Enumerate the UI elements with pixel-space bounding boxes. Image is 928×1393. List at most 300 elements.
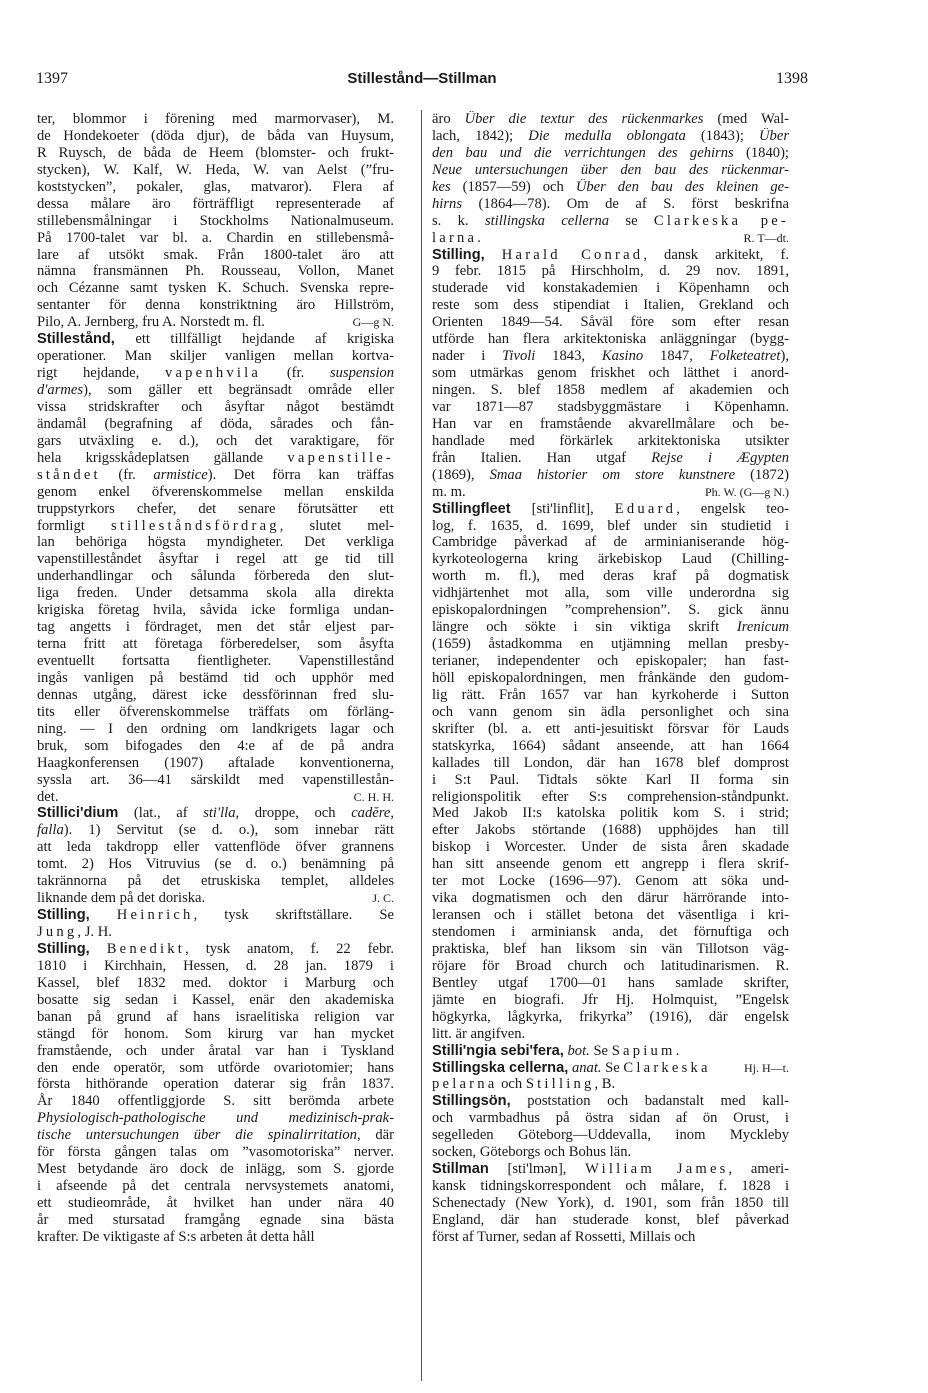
text-run: bosatte sig sedan i Kassel, enär den akademiska — [37, 991, 394, 1008]
text-line — [432, 738, 789, 755]
text-line — [37, 805, 394, 822]
italic-text: armistice — [153, 466, 208, 483]
text-run: eventuellt fortsatta fientligheter. Vapenstillestånd — [37, 653, 394, 669]
text-run: , slutet mel- — [279, 517, 394, 534]
text-line — [37, 907, 394, 924]
text-line — [37, 128, 394, 145]
text-run: se — [609, 212, 654, 229]
text-run: dennas utgång, därest icke dessförinnan fred slu- — [37, 686, 394, 703]
spaced-text: ståndet — [37, 466, 101, 483]
text-line — [37, 314, 394, 331]
text-line — [432, 145, 789, 162]
text-run: (1864—78). Om de af S. först beskrifna — [462, 195, 789, 212]
text-line — [37, 1110, 394, 1127]
text-line — [37, 924, 394, 941]
text-run: , ameri- — [728, 1161, 789, 1178]
text-line — [432, 1093, 789, 1110]
text-run — [485, 247, 502, 263]
italic-text: kes — [432, 178, 451, 195]
text-line — [37, 331, 394, 348]
page-number-left: 1397 — [36, 70, 68, 87]
spaced-text: Benedikt — [106, 940, 186, 957]
text-run: , engelsk teo- — [676, 500, 789, 517]
author-signature: G—g N. — [352, 315, 394, 330]
text-line — [432, 314, 789, 331]
entry-headword: Stilli'ngia sebi'fera, — [432, 1042, 564, 1059]
text-run: högkyrka, lågkyrka, frikyrka” (1916), där engelsk — [432, 1008, 789, 1025]
text-line — [432, 890, 789, 907]
text-run: och vann genom sin ädla personlighet och sina — [432, 703, 789, 720]
italic-text: tische untersuchungen über die spinalirritation — [37, 1127, 357, 1144]
text-run: poststation och badanstalt med kall- — [510, 1093, 789, 1110]
text-run: (1659) åstadkomma en utjämning mellan presby- — [432, 636, 789, 653]
running-title: Stillestånd—Stillman — [347, 70, 497, 87]
text-line — [37, 196, 394, 213]
text-run: som utmärkas genom friskhet och lätthet i anord- — [432, 365, 789, 382]
text-run: . — [477, 229, 481, 246]
text-run: stillebensmålningar i Stockholms Nationalmuseum. — [37, 212, 394, 229]
text-line — [37, 247, 394, 264]
text-line — [37, 653, 394, 670]
author-signature: C. H. H. — [353, 789, 394, 804]
text-run: kallades till London, där han 1678 blef domprost — [432, 754, 789, 771]
text-line — [37, 1043, 394, 1060]
text-run: 1810 i Kirchhain, Hessen, d. 28 jan. 1879 i — [37, 957, 394, 974]
text-line — [432, 213, 789, 230]
text-run: (1857—59) och — [450, 178, 576, 195]
text-line — [37, 213, 394, 230]
italic-text: Kasino — [601, 348, 644, 365]
text-line — [432, 907, 789, 924]
text-line — [432, 839, 789, 856]
entry-headword: Stilling, — [37, 907, 90, 924]
text-line — [432, 128, 789, 145]
text-run: jämte en biografi. Jfr Hj. Holmquist, ”Engelsk — [432, 991, 789, 1008]
text-line — [37, 1009, 394, 1026]
text-line — [37, 738, 394, 755]
text-run: tits eller öfverenskommelse träffats om förläng- — [37, 703, 394, 720]
entry-headword: Stillingsön, — [432, 1093, 511, 1110]
text-run: och — [497, 1076, 526, 1093]
text-line — [432, 975, 789, 992]
text-line — [432, 619, 789, 636]
text-run: äro — [432, 111, 465, 127]
text-run: lach, 1842); — [432, 127, 529, 144]
text-line — [432, 670, 789, 687]
text-line — [432, 399, 789, 416]
text-run: . — [675, 1042, 680, 1059]
spaced-text: stilleståndsfördrag — [110, 517, 280, 534]
text-run — [90, 907, 117, 923]
text-line — [432, 1178, 789, 1195]
text-line — [432, 585, 789, 602]
text-run: lare af utsökt smak. Från 1800-talet äro att — [37, 246, 394, 263]
text-run: 1843, — [535, 348, 602, 365]
italic-text: falla — [37, 822, 64, 839]
italic-text: Über den bau des kleinen ge- — [575, 178, 789, 195]
text-line — [37, 1076, 394, 1093]
text-line — [37, 111, 394, 128]
text-line — [37, 534, 394, 551]
text-line — [432, 924, 789, 941]
text-run: nämna fransmännen Ph. Rousseau, Vollon, Manet — [37, 263, 394, 280]
text-line — [432, 856, 789, 873]
text-run: att leda takdropp eller vattenflöde öfver grannens — [37, 839, 394, 856]
left-column — [37, 111, 394, 1246]
text-line — [432, 941, 789, 958]
text-run: leransen och i stället betona det väsentliga i kri- — [432, 907, 789, 924]
text-line — [432, 568, 789, 585]
italic-text: anat. — [571, 1059, 602, 1076]
text-run: , dansk arkitekt, f. — [643, 246, 789, 263]
text-line — [432, 1110, 789, 1127]
text-run: 1847, — [643, 348, 710, 365]
text-line — [432, 805, 789, 822]
text-run: biskop i Worcester. Under de sista åren skadade — [432, 839, 789, 856]
text-run: statskyrka, 1664) sådant anseende, att han 1664 — [432, 737, 789, 754]
text-run: truppstyrkors chefer, det senare förutsätter ett — [37, 500, 394, 517]
text-line — [432, 873, 789, 890]
column-divider — [421, 110, 422, 1381]
text-run — [90, 941, 107, 957]
text-run: nader i — [432, 348, 503, 365]
text-line — [432, 1043, 789, 1060]
text-run: , droppe, och — [235, 805, 352, 822]
text-run: ningen. S. blef 1858 medlem af akademien och — [432, 382, 789, 398]
text-run: , där — [356, 1127, 394, 1144]
text-run: Mest betydande äro dock de inlägg, som S. gjorde — [37, 1161, 394, 1178]
entry-headword: Stillici'dium — [37, 805, 119, 822]
text-line — [432, 280, 789, 297]
spaced-text: Clarkeska — [623, 1059, 711, 1076]
text-line — [37, 433, 394, 450]
author-signature: J. C. — [372, 891, 394, 906]
text-run: vapenstilleståndet åsyftar i regel att ge tid till — [37, 551, 394, 568]
text-line — [432, 534, 789, 551]
text-line — [37, 365, 394, 382]
text-run: först af Turner, sedan af Rossetti, Millais och — [432, 1228, 696, 1245]
text-run: , tysk anatom, f. 22 febr. — [185, 940, 394, 957]
text-line — [432, 433, 789, 450]
text-run: tomt. 2) Hos Vitruvius (se d. o.) benämning på — [37, 856, 394, 873]
entry-headword: Stilling, — [432, 246, 485, 263]
text-line — [432, 704, 789, 721]
text-run: dessa målare äro förträffligt representerade af — [37, 195, 394, 212]
text-line — [432, 1195, 789, 1212]
text-run: första hithörande operation daterar sig från 1837. — [37, 1076, 394, 1093]
text-run: (med Wal- — [703, 111, 789, 127]
text-run: vika dogmatismen och den därur härrörande into- — [432, 890, 789, 907]
text-run: religionspolitik efter S:s comprehension-ståndpunkt. — [432, 788, 789, 805]
text-line — [432, 1161, 789, 1178]
text-line — [432, 297, 789, 314]
text-run: ). Det förra kan träffas — [207, 466, 394, 483]
text-line — [432, 467, 789, 484]
entry-headword: Stillingska cellerna, — [432, 1059, 569, 1076]
text-run: log, f. 1635, d. 1699, blef under sin studietid i — [432, 517, 789, 534]
text-line — [432, 1076, 789, 1093]
text-run: för första gången talas om ”vasomotoriska” nerver. — [37, 1144, 394, 1161]
text-run: Kassel, blef 1832 med. doktor i Marburg och — [37, 974, 394, 991]
text-line — [432, 247, 789, 264]
text-line — [37, 1144, 394, 1161]
text-run: m. m. — [432, 483, 466, 500]
text-run: underhandlingar och sålunda förbereda den slut- — [37, 568, 394, 585]
text-run: Schenectady (New York), d. 1901, som från 1850 till — [432, 1195, 789, 1211]
text-run: vidhjärtenhet mot alla, som ville underordna sig — [432, 585, 789, 602]
text-run: stendomen i arminiansk anda, det förnuftiga och — [432, 924, 789, 940]
text-line — [432, 348, 789, 365]
text-run: koststycken”, pokaler, glas, matvaror). Flera af — [37, 178, 394, 195]
text-line — [432, 1229, 789, 1246]
italic-text: den bau und die verrichtungen des gehirns — [432, 144, 734, 161]
spaced-text: Sapium — [611, 1042, 676, 1059]
text-run: [sti'lmən], — [488, 1161, 586, 1178]
text-line — [432, 518, 789, 535]
text-run: ). 1) Servitut (se d. o.), som innebar rätt — [63, 822, 394, 839]
spaced-text: Harald Conrad — [501, 246, 644, 263]
text-run: (lat., af — [118, 805, 204, 822]
spaced-text: Eduard — [614, 500, 677, 517]
text-line — [37, 704, 394, 721]
text-run: höll episkopalordningen, men frånkände den gudom- — [432, 669, 789, 686]
italic-text: Über — [759, 127, 789, 144]
spaced-text: vapenstille- — [287, 449, 394, 466]
text-line — [432, 755, 789, 772]
text-run: utförde han flera arkitektoniska anläggningar (bygg- — [432, 331, 789, 348]
entry-headword: Stillestånd, — [37, 331, 115, 348]
text-line — [37, 518, 394, 535]
text-line — [37, 585, 394, 602]
italic-text: suspension — [329, 365, 394, 382]
text-run: takrännorna på det etruskiska templet, alldeles — [37, 873, 394, 890]
text-line — [37, 230, 394, 247]
text-line — [37, 484, 394, 501]
text-run: socken, Göteborgs och Bohus län. — [432, 1144, 632, 1161]
entry-headword: Stilling, — [37, 940, 90, 957]
text-run: praktiska, blef han liksom sin vän Tillotson väg- — [432, 940, 789, 957]
text-line — [37, 772, 394, 789]
text-line — [37, 162, 394, 179]
text-line — [37, 636, 394, 653]
text-run: krafter. De viktigaste af S:s arbeten åt detta håll — [37, 1228, 315, 1245]
page-number-right: 1398 — [776, 70, 808, 87]
text-line — [432, 196, 789, 213]
italic-text: Smaa historier om store kunstnere — [489, 466, 736, 483]
text-line — [37, 958, 394, 975]
text-line — [37, 1178, 394, 1195]
spaced-text: Heinrich — [116, 907, 194, 924]
text-line — [37, 297, 394, 314]
text-line — [37, 1026, 394, 1043]
text-run: ), som gäller ett begränsadt område eller — [83, 382, 394, 398]
italic-text: Tivoli — [502, 348, 536, 365]
page-header — [36, 70, 808, 94]
text-run: , J. H. — [77, 924, 112, 940]
text-run: från Italien. Han utgaf — [432, 449, 652, 466]
text-line — [37, 856, 394, 873]
text-line — [37, 975, 394, 992]
text-run: efter Jakobs störtande (1688) upphöjdes han till — [432, 822, 789, 839]
text-run: och varmbadhus på östra sidan af ön Orust, i — [432, 1110, 789, 1127]
author-signature: R. T—dt. — [743, 230, 789, 245]
text-run: reste som dess stipendiat i Italien, Grekland och — [432, 297, 789, 314]
text-line — [432, 992, 789, 1009]
text-line — [432, 958, 789, 975]
text-run: framstående, och under åratal var han i Tyskland — [37, 1042, 394, 1059]
text-line — [37, 839, 394, 856]
text-line — [37, 263, 394, 280]
text-line — [432, 822, 789, 839]
text-line — [37, 348, 394, 365]
text-run: På 1700-talet var bl. a. Chardin en stillebensmå- — [37, 229, 394, 246]
text-line — [432, 1127, 789, 1144]
text-line — [37, 179, 394, 196]
text-line — [37, 619, 394, 636]
italic-text: sti'lla — [203, 805, 236, 822]
text-run: ter mot Locke (1696—97). Genom att söka und- — [432, 873, 789, 890]
text-run: Han var en framstående akvarellmålare och be- — [432, 415, 789, 432]
text-run: (fr. — [100, 466, 154, 483]
text-line — [37, 789, 394, 806]
text-run: ), — [780, 348, 789, 365]
text-run: Orienten 1849—54. Såväl före som efter resan — [432, 314, 789, 331]
text-run: kyrkoteologerna kring ärkebiskop Laud (Chilling- — [432, 551, 789, 568]
text-run: stängd för honom. Som kirurg var han mycket — [37, 1025, 394, 1042]
italic-text: Die medulla oblongata — [528, 127, 686, 144]
spaced-text: vapenhvila — [164, 365, 262, 382]
text-run: s. k. — [432, 212, 485, 229]
entry-headword: Stillman — [432, 1161, 489, 1178]
text-line — [37, 416, 394, 433]
text-run: hela krigsskådeplatsen gällande — [37, 449, 288, 466]
text-run: Med Jakob II:s katolska politik kom S. i strid; — [432, 805, 789, 822]
text-run: R Ruysch, de båda de Heem (blomster- och frukt- — [37, 144, 394, 161]
text-run: [sti'linflit], — [510, 500, 615, 517]
italic-text: hirns — [432, 195, 463, 212]
italic-text: d'armes — [37, 382, 84, 398]
text-run: , — [390, 805, 394, 822]
text-run: det. — [37, 788, 59, 805]
right-column — [432, 111, 789, 1246]
text-run: den ende operatör, som utförde ovariotomier; hans — [37, 1059, 394, 1076]
text-run: var 1871—87 stadsbyggmästare i Köpenhamn. — [432, 398, 789, 415]
italic-text: Folketeatret — [709, 348, 781, 365]
text-line — [432, 230, 789, 247]
text-line — [432, 501, 789, 518]
text-run: 9 febr. 1815 på Hirschholm, d. 29 nov. 1891, — [432, 263, 789, 280]
spaced-text: Jung — [37, 924, 78, 940]
text-run: worth m. fl.), med deras kraf på dogmatisk — [432, 568, 789, 585]
spaced-text: Stilling — [525, 1076, 595, 1093]
text-line — [37, 822, 394, 839]
text-run: Cambridge påverkad af de arminianiserande hög- — [432, 534, 789, 551]
text-line — [37, 145, 394, 162]
text-line — [37, 1127, 394, 1144]
text-line — [37, 280, 394, 297]
text-line — [432, 789, 789, 806]
text-run: handlade med förkärlek arkitektoniska utsikter — [432, 432, 789, 449]
text-line — [432, 1060, 789, 1077]
text-run: Bentley utgaf 1700—01 hans samlade skrifter, — [432, 974, 789, 991]
text-run: formligt — [37, 517, 111, 534]
text-run: segelleden Göteborg—Uddevalla, inom Myckleby — [432, 1127, 789, 1144]
italic-text: Physiologisch-pathologische und medizinisch-prak- — [37, 1110, 394, 1127]
text-line — [37, 450, 394, 467]
text-run: ingås vanligen på bestämd tid och upphör med — [37, 669, 394, 686]
text-line — [432, 1009, 789, 1026]
text-line — [37, 890, 394, 907]
text-run: ett tillfälligt hejdande af krigiska — [114, 331, 394, 348]
text-run: (1840); — [733, 144, 789, 161]
text-run: rigt hejdande, — [37, 365, 165, 382]
text-line — [432, 484, 789, 501]
italic-text: stillingska cellerna — [484, 212, 610, 229]
text-run: han sitt anseende genom ett angrepp i flera skrif- — [432, 856, 789, 873]
spaced-text: larna — [432, 229, 478, 246]
text-line — [37, 399, 394, 416]
text-run: ändamål (begrafning af döda, sårades och fån- — [37, 415, 394, 432]
text-line — [432, 602, 789, 619]
text-run: , tysk skriftställare. Se — [193, 907, 394, 924]
text-run: år med stursatad framgång egnade sina bästa — [37, 1211, 394, 1228]
text-run: episkopalordningen ”comprehension”. S. gick ännu — [432, 602, 789, 619]
text-run: kansk tidningskorrespondent och målare, f. 1828 i — [432, 1178, 789, 1195]
text-run: liknande dem på det doriska. — [37, 890, 206, 907]
text-line — [37, 467, 394, 484]
text-line — [37, 873, 394, 890]
text-line — [432, 636, 789, 653]
text-line — [37, 992, 394, 1009]
text-line — [432, 721, 789, 738]
author-signature: Ph. W. (G—g N.) — [704, 484, 789, 499]
text-run: sentanter för denna konstriktning äro Hillström, — [37, 297, 394, 314]
italic-text: bot. — [567, 1042, 590, 1059]
text-run: och Cézanne samt tysken K. Schuch. Svenska repre- — [37, 280, 394, 297]
spaced-text: William James — [585, 1161, 729, 1178]
text-line — [432, 1026, 789, 1043]
text-run: År 1840 offentliggjorde S. sitt berömda arbete — [37, 1093, 394, 1110]
text-line — [37, 501, 394, 518]
entry-headword: Stillingfleet — [432, 500, 511, 517]
italic-text: Über die textur des rückenmarkes — [464, 111, 704, 127]
text-run: längre och sökte i sin viktiga skrift — [432, 619, 737, 636]
text-line — [37, 1212, 394, 1229]
text-line — [432, 551, 789, 568]
text-line — [37, 1060, 394, 1077]
text-line — [37, 382, 394, 399]
text-run: de Hondekoeter (döda djur), de båda van Huysum, — [37, 127, 394, 144]
text-line — [432, 772, 789, 789]
text-line — [432, 1144, 789, 1161]
text-line — [37, 551, 394, 568]
spaced-text: pelarna — [432, 1076, 498, 1093]
text-run: krigiska företag hvila, såvida icke formliga undan- — [37, 602, 394, 619]
text-line — [432, 179, 789, 196]
italic-text: Neue untersuchungen über den bau des rückenmar- — [432, 161, 789, 178]
italic-text: Rejse i Ægypten — [651, 449, 789, 466]
author-signature: Hj. H—t. — [744, 1060, 789, 1075]
text-line — [432, 416, 789, 433]
text-line — [37, 687, 394, 704]
text-line — [37, 755, 394, 772]
text-run: banan på grund af hans israelitiska religion var — [37, 1008, 394, 1025]
text-run: tag angetts i fördraget, men det står eljest par- — [37, 619, 394, 636]
text-line — [432, 365, 789, 382]
text-run: terianer, independenter och episkopaler; han fast- — [432, 653, 789, 669]
text-run: liga freden. Under detsamma skola alla direkta — [37, 585, 394, 602]
text-line — [37, 568, 394, 585]
